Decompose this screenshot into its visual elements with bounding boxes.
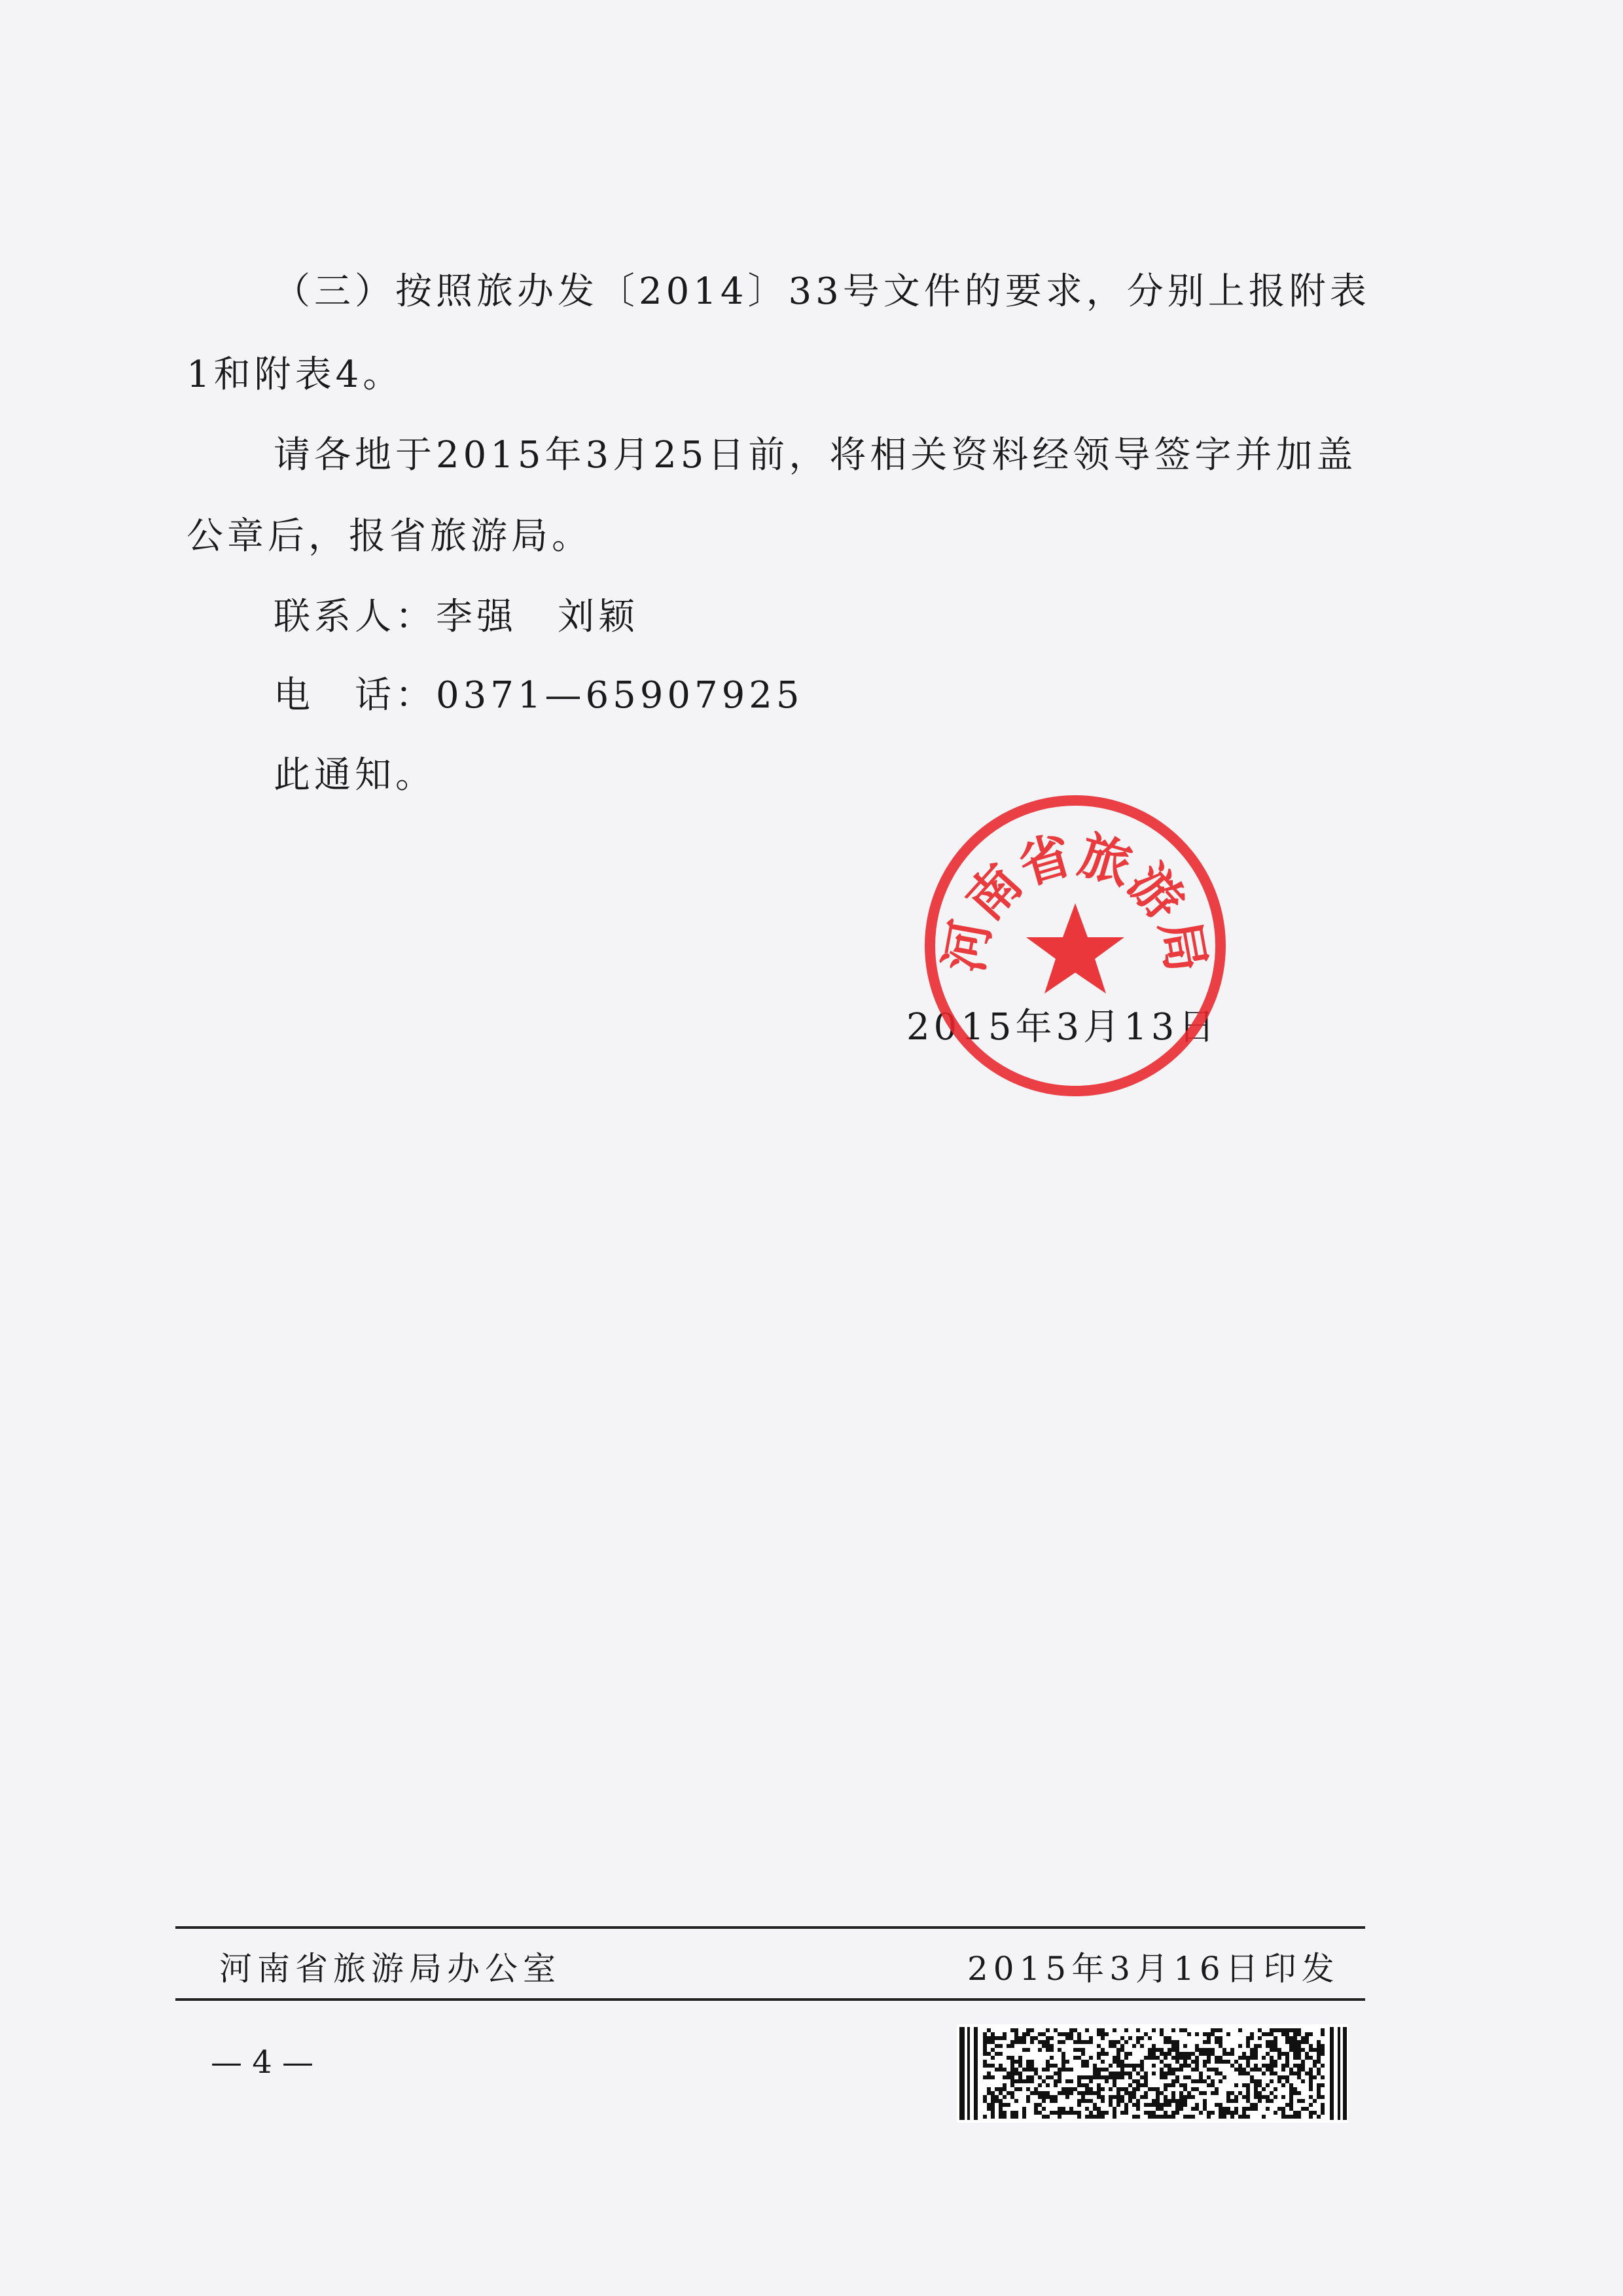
footer-top-rule xyxy=(175,1926,1365,1929)
official-seal xyxy=(921,792,1229,1100)
barcode-2d xyxy=(957,2024,1348,2123)
footer-issue-date: 2015年3月16日印发 xyxy=(967,1950,1340,1988)
contact-persons: 联系人：李强 刘颖 xyxy=(274,596,639,638)
phone-line xyxy=(274,674,804,717)
footer-issuer: 河南省旅游局办公室 xyxy=(219,1950,561,1988)
signature-date: 2015年3月13日 xyxy=(906,1006,1219,1049)
seal-star xyxy=(1026,903,1124,994)
paragraph-3-line-2: 1和附表4。 xyxy=(187,353,404,396)
footer-bottom-rule xyxy=(175,1998,1365,2001)
deadline-line-2: 公章后，报省旅游局。 xyxy=(187,515,592,558)
deadline-line-1: 请各地于2015年3月25日前，将相关资料经领导签字并加盖 xyxy=(274,434,1357,476)
seal-text: 河南省旅游局 xyxy=(935,825,1216,977)
phone-number: 0371—65907925 xyxy=(436,674,804,717)
closing-text: 此通知。 xyxy=(274,754,436,797)
paragraph-3-line-1: （三）按照旅办发〔2014〕33号文件的要求，分别上报附表 xyxy=(274,270,1370,313)
phone-label: 电 话： xyxy=(274,674,436,717)
page-number: — 4 — xyxy=(211,2044,314,2081)
